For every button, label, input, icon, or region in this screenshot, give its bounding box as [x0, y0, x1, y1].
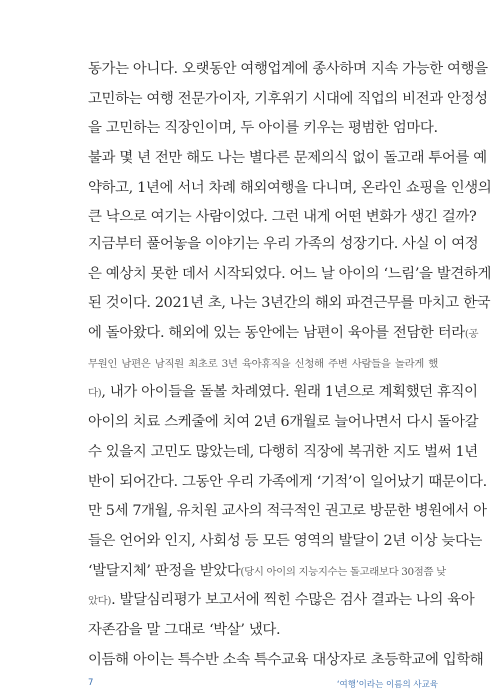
text-line: 불과 몇 년 전만 해도 나는 별다른 문제의식 없이 돌고래 투어를 예 — [88, 150, 487, 167]
text-line — [88, 527, 483, 557]
text-line — [88, 260, 492, 290]
text-line — [88, 616, 438, 646]
text-line — [88, 378, 478, 408]
text-line — [88, 319, 479, 349]
text-line: 을 고민하는 직장인이며, 두 아이를 키우는 평범한 엄마다. — [88, 120, 438, 137]
line-text: 자존감을 말 그대로 ‘박살’ 냈다. — [88, 621, 281, 638]
line-text: 된 것이다. 2021년 초, 나는 3년간의 해외 파견근무를 마치고 한국 — [88, 295, 491, 312]
text-line — [88, 557, 446, 587]
line-text: 아이의 치료 스케줄에 치여 2년 6개월로 늘어나면서 다시 돌아갈 — [88, 414, 479, 431]
text-line — [88, 289, 491, 319]
text-line — [88, 230, 479, 260]
text-line — [88, 497, 487, 527]
line-text: 수 있을지 고민도 많았는데, 다행히 직장에 복귀한 지도 벌써 1년 — [88, 443, 478, 460]
footnote-text: 다) — [88, 387, 102, 400]
text-line: 큰 낙으로 여기는 사람이었다. 그런 내게 어떤 변화가 생긴 걸까? — [88, 209, 477, 226]
footnote-text: 았다) — [88, 595, 112, 608]
paragraph-intro — [88, 55, 492, 233]
line-text: 은 예상치 못한 데서 시작되었다. 어느 날 아이의 ‘느림’을 발견하게 — [88, 265, 492, 282]
page-number: 7 — [88, 678, 94, 688]
line-text: ‘발달지체’ 판정을 받았다 — [88, 562, 241, 579]
line-text: 반이 되어간다. 그동안 우리 가족에게 ‘기적’이 일어났기 때문이다. — [88, 473, 487, 490]
paragraph-story — [88, 230, 492, 675]
text-line: 고민하는 여행 전문가이자, 기후위기 시대에 직업의 비전과 안정성 — [88, 90, 488, 107]
line-text: , 내가 아이들을 돌볼 차례였다. 원래 1년으로 계획했던 휴직이 — [101, 384, 478, 401]
text-line: 약하고, 1년에 서너 차례 해외여행을 다니며, 온라인 쇼핑을 인생의 — [88, 179, 492, 196]
line-text: . 발달심리평가 보고서에 찍힌 수많은 검사 결과는 나의 육아 — [111, 592, 475, 609]
footnote-text: 무원인 남편은 남직원 최초로 3년 육아휴직을 신청해 주변 사람들을 놀라게 했 — [88, 357, 438, 370]
footnote-text: (당시 아이의 지능지수는 돌고래보다 30점쯤 낮 — [240, 565, 446, 578]
text-line — [88, 646, 484, 676]
running-title: ‘여행’이라는 이름의 사교육 — [336, 680, 438, 690]
footnote-text: (공 — [464, 328, 479, 341]
line-text: 만 5세 7개월, 유치원 교사의 적극적인 권고로 방문한 병원에서 아 — [88, 503, 487, 520]
line-text: 들은 언어와 인지, 사회성 등 모든 영역의 발달이 2년 이상 늦다는 — [88, 532, 483, 549]
line-text: 이듬해 아이는 특수반 소속 특수교육 대상자로 초등학교에 입학해 — [88, 651, 484, 668]
line-text: 지금부터 풀어놓을 이야기는 우리 가족의 성장기다. 사실 이 여정 — [88, 236, 479, 252]
text-line — [88, 468, 487, 498]
text-line: 동가는 아니다. 오랫동안 여행업계에 종사하며 지속 가능한 여행을 — [88, 61, 488, 77]
text-line — [88, 438, 478, 468]
text-line — [88, 586, 475, 616]
line-text: 에 돌아왔다. 해외에 있는 동안에는 남편이 육아를 전담한 터라 — [88, 325, 465, 342]
text-line — [88, 349, 438, 379]
text-line — [88, 408, 479, 438]
